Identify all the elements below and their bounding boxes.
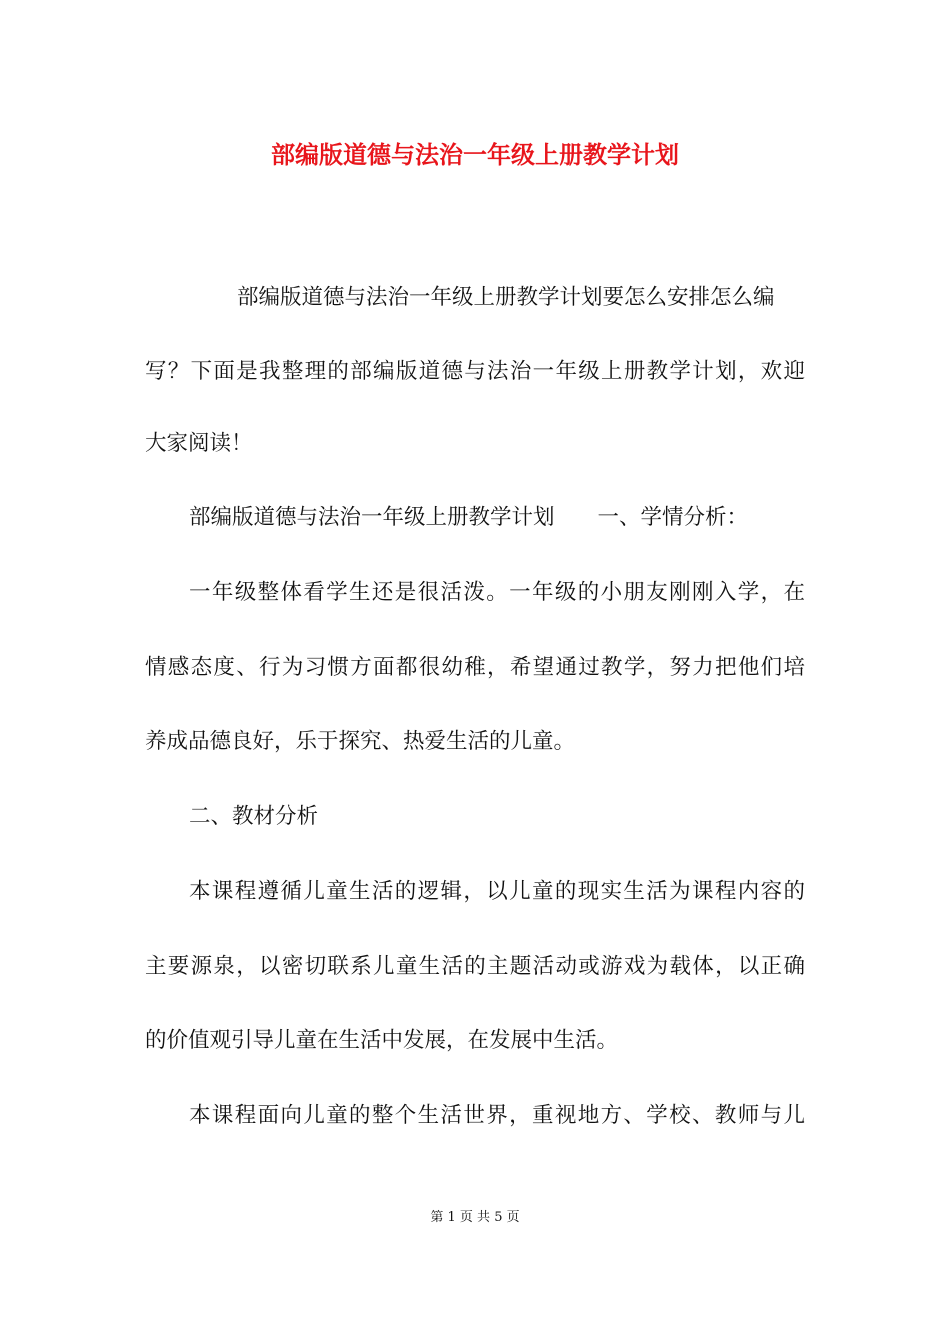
paragraph-line: 主要源泉，以密切联系儿童生活的主题活动或游戏为载体，以正确 (145, 954, 805, 979)
paragraph-line: 情感态度、行为习惯方面都很幼稚，希望通过教学，努力把他们培 (145, 655, 805, 680)
paragraph-line: 写？下面是我整理的部编版道德与法治一年级上册教学计划，欢迎 (145, 359, 805, 384)
paragraph-line: 大家阅读！ (145, 431, 253, 456)
paragraph-line: 本课程面向儿童的整个生活世界，重视地方、学校、教师与儿 (189, 1103, 805, 1128)
section-line: 部编版道德与法治一年级上册教学计划 一、学情分析： (189, 505, 749, 530)
paragraph-line: 一年级整体看学生还是很活泼。一年级的小朋友刚刚入学，在 (189, 580, 805, 605)
document-title: 部编版道德与法治一年级上册教学计划 (271, 140, 679, 169)
section-heading: 二、教材分析 (189, 804, 319, 829)
paragraph-line: 部编版道德与法治一年级上册教学计划要怎么安排怎么编 (237, 285, 775, 310)
paragraph-line: 的价值观引导儿童在生活中发展，在发展中生活。 (145, 1028, 619, 1053)
paragraph-line: 养成品德良好，乐于探究、热爱生活的儿童。 (145, 729, 576, 754)
page-footer: 第 1 页 共 5 页 (430, 1210, 520, 1225)
paragraph-line: 本课程遵循儿童生活的逻辑，以儿童的现实生活为课程内容的 (189, 879, 805, 904)
